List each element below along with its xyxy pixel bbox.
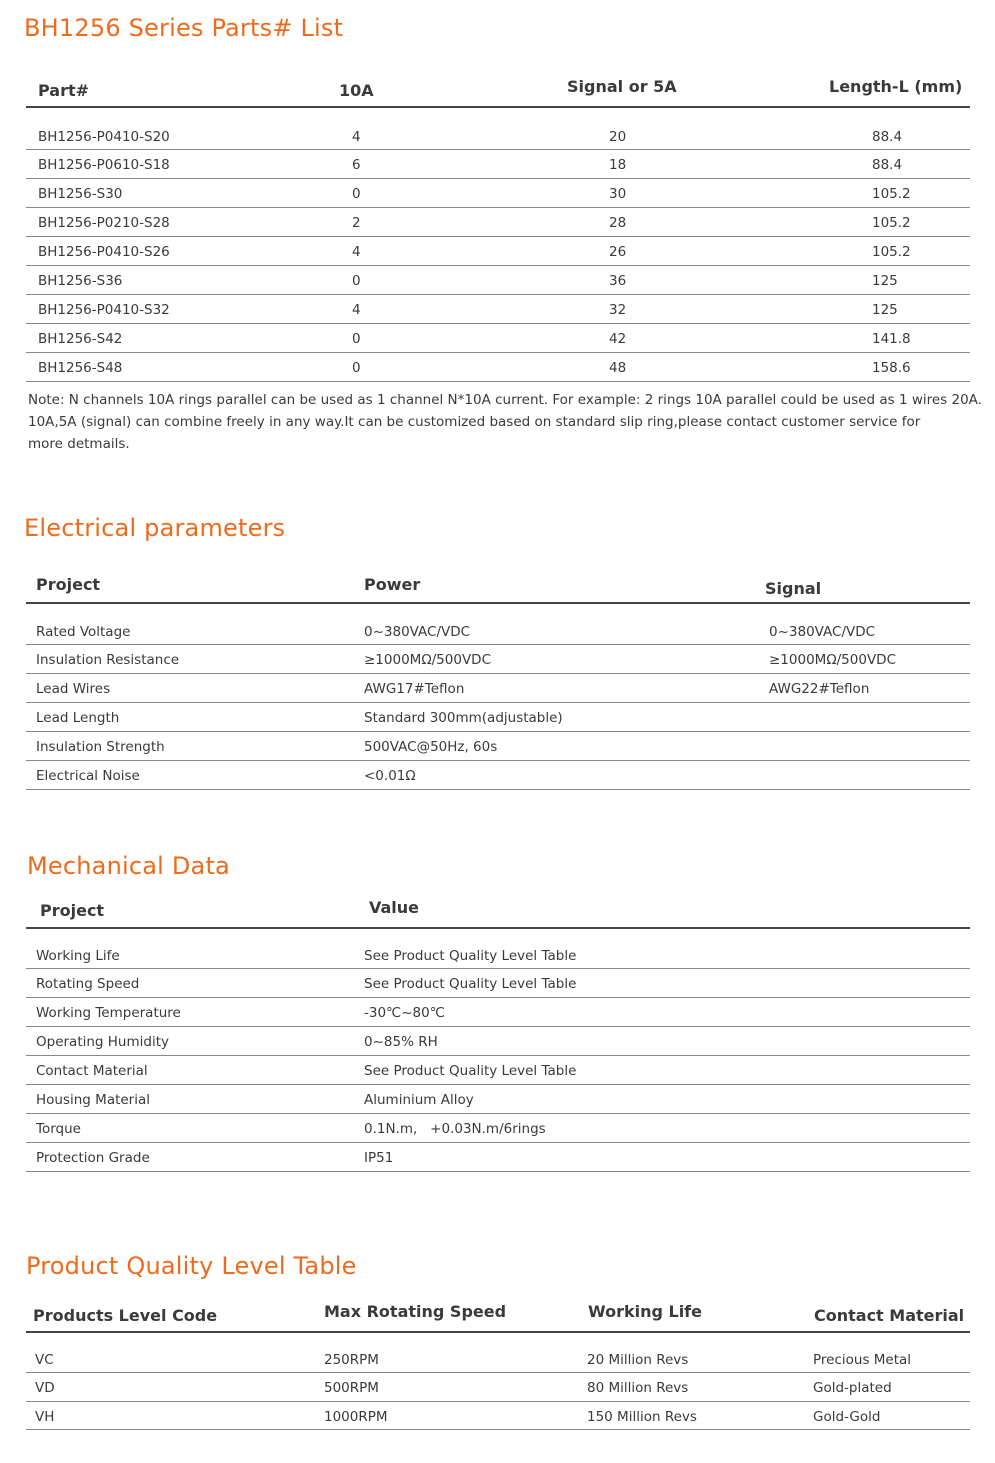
electrical-table bbox=[26, 560, 970, 790]
header-part: Part# bbox=[38, 81, 90, 100]
cell-power: 500VAC@50Hz, 60s bbox=[364, 738, 498, 755]
cell-signal: 36 bbox=[609, 272, 627, 289]
cell-10a: 6 bbox=[352, 156, 361, 173]
cell-level-code: VD bbox=[35, 1379, 55, 1396]
table-header bbox=[26, 62, 970, 108]
cell-project: Working Temperature bbox=[36, 1004, 181, 1021]
parts-list-title: BH1256 Series Parts# List bbox=[24, 14, 344, 42]
table-row bbox=[26, 208, 970, 237]
cell-power: AWG17#Teflon bbox=[364, 680, 465, 697]
cell-contact-material: Gold-plated bbox=[813, 1379, 892, 1396]
table-header bbox=[26, 560, 970, 604]
mechanical-title: Mechanical Data bbox=[27, 852, 230, 880]
cell-value: 0.1N.m, +0.03N.m/6rings bbox=[364, 1120, 546, 1137]
table-row bbox=[26, 703, 970, 732]
header-signal: Signal bbox=[765, 579, 822, 598]
cell-signal: 30 bbox=[609, 185, 627, 202]
cell-10a: 4 bbox=[352, 301, 361, 318]
table-row bbox=[26, 179, 970, 208]
cell-contact-material: Precious Metal bbox=[813, 1351, 912, 1368]
electrical-title: Electrical parameters bbox=[24, 514, 286, 542]
cell-level-code: VC bbox=[35, 1351, 54, 1368]
cell-length: 105.2 bbox=[872, 214, 911, 231]
cell-project: Working Life bbox=[36, 947, 120, 964]
table-row bbox=[26, 761, 970, 790]
cell-part: BH1256-S48 bbox=[38, 359, 123, 376]
table-row bbox=[26, 674, 970, 703]
table-row bbox=[26, 1345, 970, 1373]
cell-signal: ≥1000MΩ/500VDC bbox=[769, 651, 897, 668]
cell-part: BH1256-P0410-S32 bbox=[38, 301, 170, 318]
cell-working-life: 150 Million Revs bbox=[587, 1408, 697, 1425]
cell-signal: AWG22#Teflon bbox=[769, 680, 870, 697]
cell-max-speed: 1000RPM bbox=[324, 1408, 388, 1425]
table-row bbox=[26, 941, 970, 969]
table-row bbox=[26, 1373, 970, 1402]
cell-value: See Product Quality Level Table bbox=[364, 1062, 577, 1079]
cell-part: BH1256-S36 bbox=[38, 272, 123, 289]
cell-length: 105.2 bbox=[872, 185, 911, 202]
cell-signal: 26 bbox=[609, 243, 627, 260]
cell-value: See Product Quality Level Table bbox=[364, 975, 577, 992]
table-header bbox=[26, 1290, 970, 1333]
table-row bbox=[26, 1085, 970, 1114]
cell-length: 125 bbox=[872, 301, 898, 318]
cell-contact-material: Gold-Gold bbox=[813, 1408, 881, 1425]
header-length: Length-L (mm) bbox=[829, 77, 963, 96]
cell-part: BH1256-P0410-S26 bbox=[38, 243, 170, 260]
table-row bbox=[26, 1114, 970, 1143]
parts-note bbox=[28, 389, 982, 455]
cell-project: Contact Material bbox=[36, 1062, 148, 1079]
cell-length: 88.4 bbox=[872, 156, 903, 173]
cell-project: Operating Humidity bbox=[36, 1033, 169, 1050]
table-row bbox=[26, 1056, 970, 1085]
cell-10a: 0 bbox=[352, 185, 361, 202]
header-contact-material: Contact Material bbox=[814, 1306, 965, 1325]
header-working-life: Working Life bbox=[588, 1302, 702, 1321]
cell-10a: 4 bbox=[352, 243, 361, 260]
quality-table bbox=[26, 1290, 970, 1430]
table-row bbox=[26, 1143, 970, 1172]
cell-length: 158.6 bbox=[872, 359, 911, 376]
cell-10a: 2 bbox=[352, 214, 361, 231]
cell-project: Rotating Speed bbox=[36, 975, 140, 992]
cell-max-speed: 500RPM bbox=[324, 1379, 379, 1396]
header-project: Project bbox=[40, 901, 105, 920]
cell-length: 141.8 bbox=[872, 330, 911, 347]
cell-part: BH1256-P0210-S28 bbox=[38, 214, 170, 231]
header-10a: 10A bbox=[339, 81, 374, 100]
table-row bbox=[26, 324, 970, 353]
cell-signal: 20 bbox=[609, 128, 627, 145]
mechanical-table bbox=[26, 885, 970, 1172]
cell-level-code: VH bbox=[35, 1408, 55, 1425]
cell-signal: 28 bbox=[609, 214, 627, 231]
cell-length: 125 bbox=[872, 272, 898, 289]
table-row bbox=[26, 150, 970, 179]
table-row bbox=[26, 1402, 970, 1430]
cell-signal: 48 bbox=[609, 359, 627, 376]
cell-value: -30℃~80℃ bbox=[364, 1004, 445, 1021]
table-header bbox=[26, 885, 970, 929]
cell-max-speed: 250RPM bbox=[324, 1351, 379, 1368]
cell-10a: 0 bbox=[352, 330, 361, 347]
cell-part: BH1256-P0410-S20 bbox=[38, 128, 170, 145]
cell-project: Insulation Strength bbox=[36, 738, 165, 755]
table-row bbox=[26, 645, 970, 674]
cell-10a: 0 bbox=[352, 272, 361, 289]
cell-power: ≥1000MΩ/500VDC bbox=[364, 651, 492, 668]
table-row bbox=[26, 353, 970, 382]
cell-project: Protection Grade bbox=[36, 1149, 150, 1166]
table-row bbox=[26, 295, 970, 324]
table-row bbox=[26, 617, 970, 645]
table-row bbox=[26, 998, 970, 1027]
cell-power: 0~380VAC/VDC bbox=[364, 623, 471, 640]
cell-signal: 32 bbox=[609, 301, 627, 318]
cell-project: Insulation Resistance bbox=[36, 651, 180, 668]
cell-length: 105.2 bbox=[872, 243, 911, 260]
cell-part: BH1256-S30 bbox=[38, 185, 123, 202]
header-power: Power bbox=[364, 575, 421, 594]
note-line: 10A,5A (signal) can combine freely in any way.It can be customized based on standard slip ring,please contact customer service for bbox=[28, 414, 921, 430]
cell-project: Rated Voltage bbox=[36, 623, 131, 640]
header-level-code: Products Level Code bbox=[33, 1306, 218, 1325]
cell-part: BH1256-P0610-S18 bbox=[38, 156, 170, 173]
header-value: Value bbox=[369, 898, 420, 917]
cell-value: IP51 bbox=[364, 1149, 394, 1166]
cell-project: Electrical Noise bbox=[36, 767, 140, 784]
note-line: more detmails. bbox=[28, 436, 130, 452]
table-row bbox=[26, 237, 970, 266]
header-signal-5a: Signal or 5A bbox=[567, 77, 677, 96]
quality-title: Product Quality Level Table bbox=[26, 1252, 357, 1280]
cell-signal: 0~380VAC/VDC bbox=[769, 623, 876, 640]
cell-10a: 0 bbox=[352, 359, 361, 376]
parts-list-table bbox=[26, 62, 970, 382]
cell-signal: 18 bbox=[609, 156, 627, 173]
cell-10a: 4 bbox=[352, 128, 361, 145]
cell-project: Housing Material bbox=[36, 1091, 151, 1108]
note-line: Note: N channels 10A rings parallel can be used as 1 channel N*10A current. For example: 2 rings 10A parallel could be used as 1 wires 20A. bbox=[28, 392, 982, 408]
cell-project: Lead Wires bbox=[36, 680, 111, 697]
table-row bbox=[26, 732, 970, 761]
cell-value: Aluminium Alloy bbox=[364, 1091, 474, 1108]
cell-value: 0~85% RH bbox=[364, 1033, 438, 1050]
cell-signal: 42 bbox=[609, 330, 627, 347]
cell-project: Torque bbox=[36, 1120, 81, 1137]
cell-working-life: 80 Million Revs bbox=[587, 1379, 689, 1396]
cell-power: Standard 300mm(adjustable) bbox=[364, 709, 563, 726]
table-row bbox=[26, 1027, 970, 1056]
cell-length: 88.4 bbox=[872, 128, 903, 145]
cell-part: BH1256-S42 bbox=[38, 330, 123, 347]
cell-value: See Product Quality Level Table bbox=[364, 947, 577, 964]
cell-working-life: 20 Million Revs bbox=[587, 1351, 689, 1368]
table-row bbox=[26, 266, 970, 295]
table-row bbox=[26, 122, 970, 150]
table-row bbox=[26, 969, 970, 998]
cell-power: <0.01Ω bbox=[364, 767, 416, 784]
header-project: Project bbox=[36, 575, 101, 594]
cell-project: Lead Length bbox=[36, 709, 120, 726]
header-max-speed: Max Rotating Speed bbox=[324, 1302, 507, 1321]
